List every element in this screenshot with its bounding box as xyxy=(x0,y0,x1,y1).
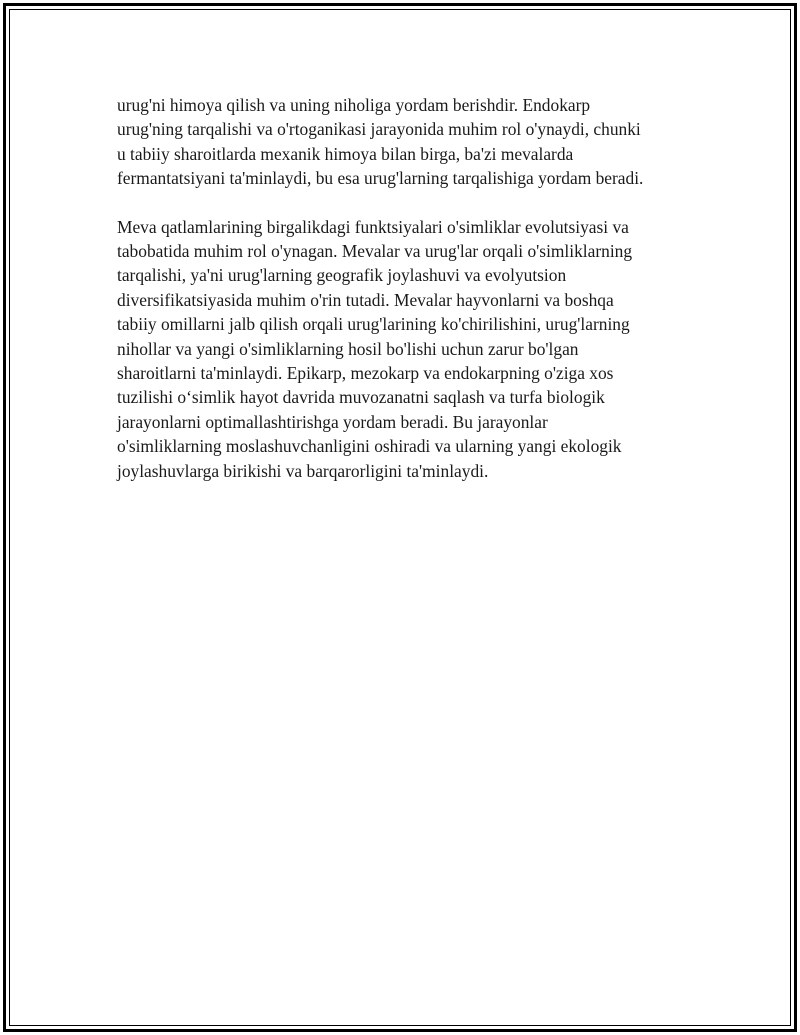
document-body xyxy=(117,93,677,507)
paragraph-2: Meva qatlamlarining birgalikdagi funktsiyalari o'simliklar evolutsiyasi va tabobatida muhim rol o'ynagan. Mevalar va urug'lar orqali o'simliklarning tarqalishi, ya'ni urug'larning geografik joylashuvi va evolyutsion diversifikatsiyasida muhim o'rin tutadi. Mevalar hayvonlarni va boshqa tabiiy omillarni jalb qilish orqali urug'larining ko'chirilishini, urug'larning nihollar va yangi o'simliklarning hosil bo'lishi uchun zarur bo'lgan sharoitlarni ta'minlaydi. Epikarp, mezokarp va endokarpning o'ziga xos tuzilishi o‘simlik hayot davrida muvozanatni saqlash va turfa biologik jarayonlarni optimallashtirishga yordam beradi. Bu jarayonlar o'simliklarning moslashuvchanligini oshiradi va ularning yangi ekologik joylashuvlarga birikishi va barqarorligini ta'minlaydi. xyxy=(117,216,633,481)
paragraph-1: urug'ni himoya qilish va uning niholiga yordam berishdir. Endokarp urug'ning tarqalishi va o'rtoganikasi jarayonida muhim rol o'ynaydi, chunki u tabiiy sharoitlarda mexanik himoya bilan birga, ba'zi mevalarda fermantatsiyani ta'minlaydi, bu esa urug'larning tarqalishiga yordam beradi. xyxy=(117,95,644,189)
